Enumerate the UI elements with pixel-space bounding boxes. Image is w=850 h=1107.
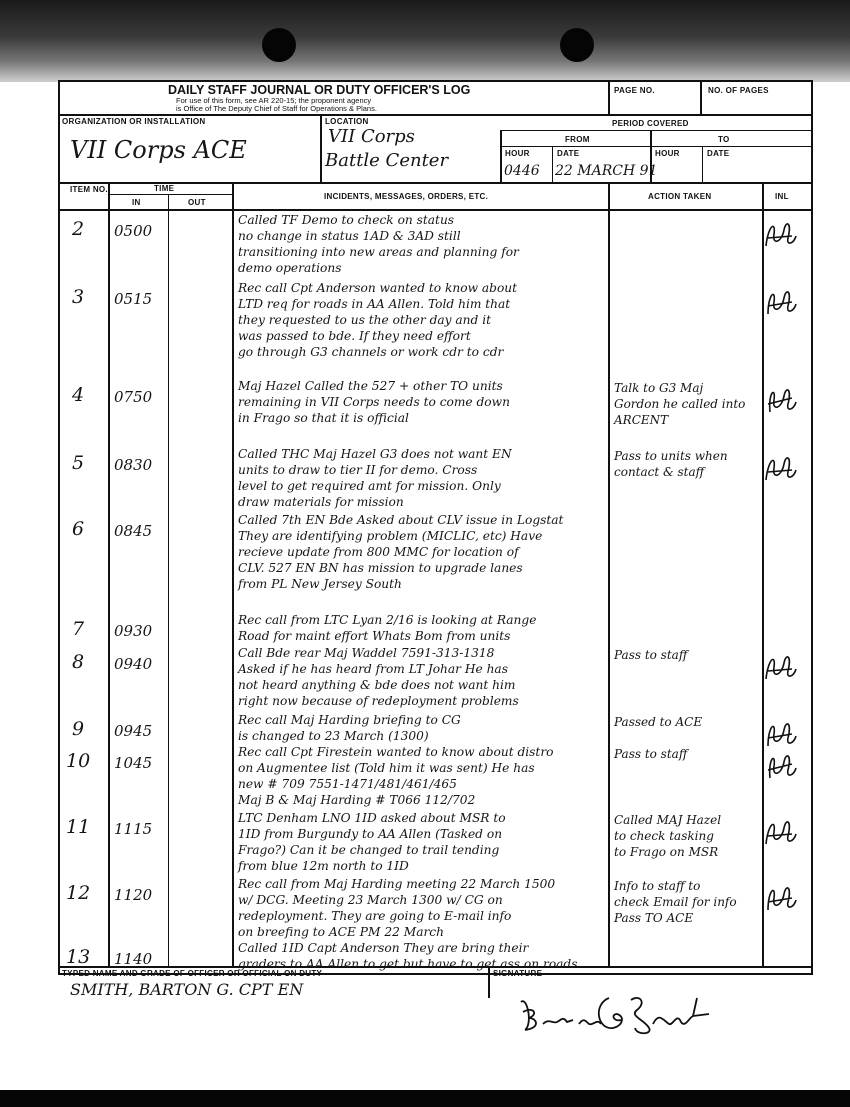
signature-label: SIGNATURE — [493, 969, 543, 978]
entry-text-line: on Augmentee list (Told him it was sent) He has — [238, 761, 535, 775]
entry-text-line: LTD req for roads in AA Allen. Told him that — [238, 297, 511, 311]
item-label: ITEM NO. — [70, 185, 108, 194]
from-date-label: DATE — [557, 149, 580, 158]
rule — [108, 182, 110, 966]
entry-item-number: 8 — [72, 651, 85, 673]
initials-mark — [762, 748, 800, 782]
entry-time-in: 0845 — [114, 522, 153, 540]
rule — [608, 182, 610, 966]
entry-action-line: to check tasking — [614, 829, 714, 843]
from-hour-value: 0446 — [504, 163, 540, 179]
entry-time-in: 1115 — [114, 820, 153, 838]
entry-text-line: units to draw to tier II for demo. Cross — [238, 463, 478, 477]
entry-text-line: Maj Hazel Called the 527 + other TO units — [238, 379, 503, 393]
officer-signature — [513, 990, 723, 1045]
entry-text-line: remaining in VII Corps needs to come down — [238, 395, 510, 409]
entry-action-line: Gordon he called into — [614, 397, 746, 411]
entry-time-in: 0930 — [114, 622, 153, 640]
punch-hole-right — [560, 28, 594, 62]
rule — [702, 146, 703, 184]
entry-item-number: 3 — [72, 286, 85, 308]
entry-text-line: Rec call Maj Harding briefing to CG — [238, 713, 461, 727]
no-of-pages-label: NO. OF PAGES — [708, 86, 769, 95]
entry-text-line: draw materials for mission — [238, 495, 404, 509]
entry-text-line: is changed to 23 March (1300) — [238, 729, 429, 743]
entry-text-line: from blue 12m north to 1ID — [238, 859, 409, 873]
entry-action-line: Talk to G3 Maj — [614, 381, 704, 395]
entry-text-line: LTC Denham LNO 1ID asked about MSR to — [238, 811, 506, 825]
entry-time-in: 1120 — [114, 886, 153, 904]
location-label: LOCATION — [325, 117, 369, 126]
entry-text-line: transitioning into new areas and planning for — [238, 245, 519, 259]
scan-bottom-band — [0, 1090, 850, 1107]
entry-text-line: Rec call from LTC Lyan 2/16 is looking at Range — [238, 613, 537, 627]
form-subtitle-2: is Office of The Deputy Chief of Staff for Operations & Plans. — [176, 104, 377, 113]
initials-mark — [762, 216, 800, 250]
to-date-label: DATE — [707, 149, 730, 158]
rule — [700, 80, 702, 116]
to-label: TO — [718, 135, 730, 144]
entry-text-line: Rec call from Maj Harding meeting 22 March 1500 — [238, 877, 556, 891]
entry-time-in: 1140 — [114, 950, 153, 968]
organization-label: ORGANIZATION OR INSTALLATION — [62, 117, 206, 126]
typed-name-label: TYPED NAME AND GRADE OF OFFICER OR OFFICIAL ON DUTY — [62, 969, 323, 978]
entry-time-in: 0750 — [114, 388, 153, 406]
entry-text-line: CLV. 527 EN BN has mission to upgrade lanes — [238, 561, 523, 575]
entry-action-line: Pass to units when — [614, 449, 728, 463]
entry-item-number: 6 — [72, 518, 85, 540]
entry-text-line: Rec call Cpt Firestein wanted to know about distro — [238, 745, 554, 759]
entry-text-line: w/ DCG. Meeting 23 March 1300 w/ CG on — [238, 893, 503, 907]
initials-mark — [762, 880, 800, 914]
entry-text-line: on breefing to ACE PM 22 March — [238, 925, 444, 939]
entry-text-line: redeployment. They are going to E-mail info — [238, 909, 512, 923]
entry-action-line: ARCENT — [614, 413, 669, 427]
entry-text-line: Called THC Maj Hazel G3 does not want EN — [238, 447, 512, 461]
entry-text-line: They are identifying problem (MICLIC, etc) Have — [238, 529, 543, 543]
entry-text-line: from PL New Jersey South — [238, 577, 402, 591]
entry-item-number: 11 — [66, 816, 91, 838]
rule — [500, 130, 813, 131]
entry-item-number: 10 — [66, 750, 91, 772]
initials-mark — [762, 382, 800, 416]
entry-item-number: 4 — [72, 384, 85, 406]
entry-text-line: Maj B & Maj Harding # T066 112/702 — [238, 793, 476, 807]
entry-time-in: 0500 — [114, 222, 153, 240]
location-value-2: Battle Center — [325, 150, 449, 171]
typed-name-value: SMITH, BARTON G. CPT EN — [70, 980, 304, 999]
entry-action-line: Pass to staff — [614, 747, 688, 761]
entry-text-line: new # 709 7551-1471/481/461/465 — [238, 777, 457, 791]
entry-item-number: 9 — [72, 718, 85, 740]
rule — [608, 80, 610, 116]
rule — [500, 146, 813, 147]
page-no-label: PAGE NO. — [614, 86, 655, 95]
entry-text-line: demo operations — [238, 261, 342, 275]
entry-action-line: to Frago on MSR — [614, 845, 719, 859]
time-label: TIME — [154, 184, 175, 193]
entry-item-number: 13 — [66, 946, 91, 968]
entry-time-in: 0945 — [114, 722, 153, 740]
from-hour-label: HOUR — [505, 149, 530, 158]
entry-text-line: Rec call Cpt Anderson wanted to know about — [238, 281, 518, 295]
entry-text-line: was passed to bde. If they need effort — [238, 329, 471, 343]
period-covered-label: PERIOD COVERED — [612, 119, 689, 128]
time-out-label: OUT — [188, 198, 206, 207]
rule — [320, 114, 322, 184]
entry-action-line: Called MAJ Hazel — [614, 813, 722, 827]
entry-text-line: they requested to us the other day and it — [238, 313, 491, 327]
form-title: DAILY STAFF JOURNAL OR DUTY OFFICER'S LOG — [168, 83, 471, 97]
from-label: FROM — [565, 135, 590, 144]
entry-text-line: 1ID from Burgundy to AA Allen (Tasked on — [238, 827, 503, 841]
entry-action-line: Pass TO ACE — [614, 911, 694, 925]
entry-time-in: 0830 — [114, 456, 153, 474]
entry-text-line: right now because of redeployment problems — [238, 694, 519, 708]
entry-text-line: Road for maint effort Whats Bom from units — [238, 629, 511, 643]
initials-mark — [762, 450, 800, 484]
entry-text-line: Called 7th EN Bde Asked about CLV issue in Logstat — [238, 513, 564, 527]
entry-item-number: 12 — [66, 882, 91, 904]
scan-top-band — [0, 0, 850, 82]
time-in-label: IN — [132, 198, 141, 207]
entry-time-in: 0940 — [114, 655, 153, 673]
entry-action-line: Pass to staff — [614, 648, 688, 662]
location-value-1: VII Corps — [328, 126, 415, 147]
entry-text-line: graders to AA Allen to get but have to get ass on roads — [238, 957, 578, 971]
entry-item-number: 5 — [72, 452, 85, 474]
entry-text-line: in Frago so that it is official — [238, 411, 409, 425]
entry-time-in: 1045 — [114, 754, 153, 772]
entry-text-line: Called TF Demo to check on status — [238, 213, 455, 227]
entry-text-line: no change in status 1AD & 3AD still — [238, 229, 461, 243]
rule — [552, 146, 553, 184]
rule — [168, 194, 169, 966]
entry-text-line: level to get required amt for mission. Only — [238, 479, 501, 493]
rule — [108, 194, 232, 195]
punch-hole-left — [262, 28, 296, 62]
to-hour-label: HOUR — [655, 149, 680, 158]
entry-text-line: Frago?) Can it be changed to trail tending — [238, 843, 500, 857]
from-date-value: 22 MARCH 91 — [555, 163, 658, 179]
action-taken-label: ACTION TAKEN — [648, 192, 712, 201]
initials-mark — [762, 814, 800, 848]
entry-item-number: 7 — [72, 618, 85, 640]
entry-time-in: 0515 — [114, 290, 153, 308]
entry-text-line: not heard anything & bde does not want him — [238, 678, 516, 692]
initials-mark — [762, 716, 800, 750]
entry-text-line: Asked if he has heard from LT Johar He has — [238, 662, 508, 676]
entry-action-line: Passed to ACE — [614, 715, 703, 729]
rule — [500, 130, 502, 184]
initials-label: INL — [775, 192, 789, 201]
entry-text-line: recieve update from 800 MMC for location of — [238, 545, 519, 559]
initials-mark — [762, 284, 800, 318]
initials-mark — [762, 649, 800, 683]
entry-action-line: check Email for info — [614, 895, 737, 909]
rule — [232, 182, 234, 966]
entry-text-line: Call Bde rear Maj Waddel 7591-313-1318 — [238, 646, 495, 660]
incidents-label: INCIDENTS, MESSAGES, ORDERS, ETC. — [324, 192, 489, 201]
entry-action-line: Info to staff to — [614, 879, 701, 893]
entry-action-line: contact & staff — [614, 465, 705, 479]
entry-text-line: go through G3 channels or work cdr to cdr — [238, 345, 504, 359]
form-subtitle-1: For use of this form, see AR 220-15; the proponent agency — [176, 96, 372, 105]
rule — [58, 209, 813, 211]
entry-text-line: Called 1ID Capt Anderson They are bring their — [238, 941, 529, 955]
entry-item-number: 2 — [72, 218, 85, 240]
organization-value: VII Corps ACE — [70, 136, 247, 164]
